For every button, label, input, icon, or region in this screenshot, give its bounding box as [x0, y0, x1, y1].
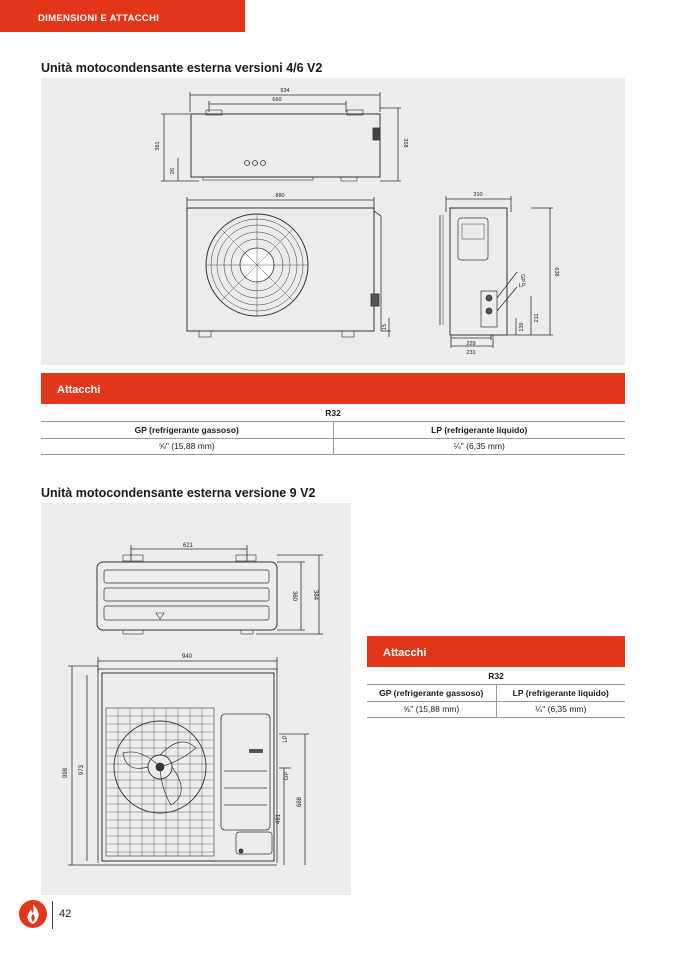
- unit-9-dimension-labels-front: [63, 654, 303, 824]
- dim-total-width: 934: [280, 88, 290, 94]
- attach-46-gp-header: GP (refrigerante gassoso): [41, 421, 333, 438]
- section-header-label: DIMENSIONI E ATTACCHI: [38, 13, 160, 24]
- dim-front-width: 880: [275, 193, 285, 199]
- dim-foot-2: 231: [466, 350, 476, 356]
- attach-9-refrigerant: R32: [367, 668, 625, 684]
- dim-9-height-body: 973: [79, 764, 85, 776]
- dim-depth: 358: [402, 138, 408, 148]
- unit-9-title: Unità motocondensante esterna versione 9 V2: [41, 486, 316, 500]
- dim-height-top: 361: [155, 141, 161, 151]
- footer-divider: [52, 901, 53, 929]
- unit-9-drawing: [41, 503, 351, 895]
- unit-9-grille: [106, 708, 214, 856]
- attach-9-lp-header: LP (refrigerante liquido): [496, 684, 625, 701]
- attach-46-table: [41, 405, 625, 455]
- dim-9-lp-height: 688: [297, 796, 303, 808]
- attach-9-gp-header: GP (refrigerante gassoso): [367, 684, 496, 701]
- attach-46-lp-header: LP (refrigerante liquido): [333, 421, 625, 438]
- page-number: 42: [59, 908, 72, 920]
- section-header-tab: [0, 0, 245, 32]
- dim-side-width: 310: [473, 192, 483, 198]
- dim-base: 26: [170, 167, 176, 175]
- unit-46-drawing: [41, 78, 625, 365]
- dim-9-depth: 360: [291, 590, 297, 602]
- unit-46-technical-drawing: [41, 78, 625, 365]
- dim-9-front-width: 940: [181, 654, 193, 660]
- attach-46-refrigerant: R32: [41, 405, 625, 421]
- label-9-lp: LP: [283, 735, 289, 743]
- dim-inner-width: 660: [272, 97, 282, 103]
- dim-9-gp-height: 491: [276, 813, 282, 825]
- attach-46-lp-value: ¼" (6,35 mm): [333, 438, 625, 454]
- attach-9-bar: [367, 636, 625, 667]
- dim-9-inner-width: 621: [182, 543, 194, 549]
- dim-conn-low: 139: [519, 322, 525, 332]
- unit-46-dimension-labels-front: [275, 193, 388, 330]
- attach-9-lp-value: ¼" (6,35 mm): [496, 701, 625, 717]
- dim-9-depth-total: 384: [312, 589, 318, 601]
- unit-46-title: Unità motocondensante esterna versioni 4/6 V2: [41, 61, 323, 75]
- label-lp-side: LP: [519, 283, 526, 289]
- attach-46-title: Attacchi: [57, 384, 101, 396]
- dim-side-height: 638: [553, 267, 559, 277]
- label-gp-side: GP: [519, 274, 525, 282]
- unit-46-dimension-labels-top: [155, 88, 408, 174]
- unit-46-front-view: [187, 197, 391, 337]
- unit-46-dimension-labels-side: [466, 192, 559, 356]
- attach-9-title: Attacchi: [383, 647, 427, 659]
- attach-46-bar: [41, 373, 625, 404]
- unit-9-top-view: [97, 545, 323, 634]
- attach-9-table: [367, 668, 625, 718]
- unit-9-technical-drawing: [41, 503, 351, 895]
- brand-flame-logo-icon: [18, 899, 48, 929]
- unit-9-front-view: [68, 657, 309, 865]
- dim-height-front: 15: [382, 323, 388, 331]
- attach-46-gp-value: ⅝" (15,88 mm): [41, 438, 333, 454]
- unit-46-side-view: [440, 196, 553, 348]
- unit-9-dimension-labels-top: [183, 543, 318, 602]
- dim-foot-1: 229: [466, 341, 476, 347]
- dim-9-height-total: 998: [63, 767, 69, 779]
- attach-9-gp-value: ⅝" (15,88 mm): [367, 701, 496, 717]
- dim-conn-height: 211: [534, 313, 540, 323]
- unit-46-top-view: [161, 92, 401, 181]
- label-9-gp: GP: [284, 771, 290, 781]
